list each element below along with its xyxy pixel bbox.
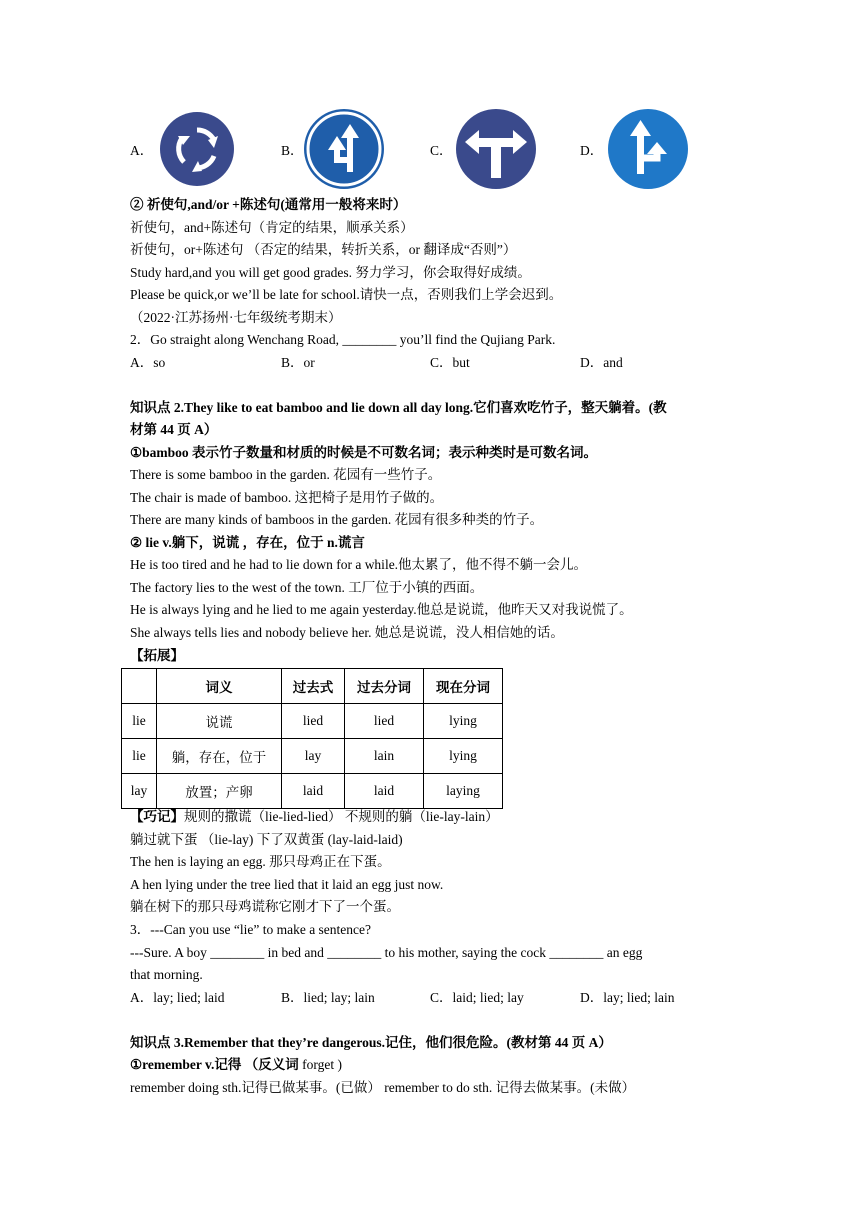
table-header-cell: [122, 669, 157, 704]
table-row: [122, 739, 503, 774]
text-line: Please be quick,or we’ll be late for school.请快一点，否则我们上学会迟到。: [130, 287, 563, 302]
mnemonic-label: 【巧记】: [130, 809, 184, 824]
table-cell: lied: [282, 704, 345, 739]
q2-option-c: C．but: [430, 355, 470, 370]
table-cell: lain: [345, 739, 424, 774]
lie-lay-table: [121, 668, 503, 809]
table-cell: 说谎: [157, 704, 282, 739]
left-or-right-turn-sign-icon: [455, 108, 537, 190]
text-line: He is too tired and he had to lie down for a while.他太累了，他不得不躺一会儿。: [130, 557, 588, 572]
lie-heading: ② lie v.躺下，说谎 ，存在，位于 n.谎言: [130, 535, 365, 550]
text-line: Study hard,and you will get good grades. 努力学习，你会取得好成绩。: [130, 265, 531, 280]
table-cell: lie: [122, 704, 157, 739]
table-cell: lay: [122, 774, 157, 809]
table-header-cell: 词义: [157, 669, 282, 704]
q2-option-d: D．and: [580, 355, 623, 370]
text-line: She always tells lies and nobody believe her. 她总是说谎，没人相信她的话。: [130, 625, 564, 640]
table-cell: lying: [424, 704, 503, 739]
table-cell: lay: [282, 739, 345, 774]
option-d-label: D．: [580, 143, 604, 158]
table-cell: lied: [345, 704, 424, 739]
q3-option-c: C．laid; lied; lay: [430, 990, 524, 1005]
table-row: [122, 774, 503, 809]
text-line: He is always lying and he lied to me again yesterday.他总是说谎，他昨天又对我说慌了。: [130, 602, 633, 617]
q3-option-b: B．lied; lay; lain: [281, 990, 375, 1005]
extension-label: 【拓展】: [130, 648, 184, 663]
table-header-cell: 现在分词: [424, 669, 503, 704]
table-header-cell: 过去式: [282, 669, 345, 704]
question-3: 3．---Can you use “lie” to make a sentence?: [130, 922, 372, 937]
option-b-label: B．: [281, 143, 304, 158]
text-line: The factory lies to the west of the town. 工厂位于小镇的西面。: [130, 580, 484, 595]
option-a-label: A．: [130, 143, 154, 158]
text-line: 祈使句，and+陈述句（肯定的结果，顺承关系）: [130, 220, 414, 235]
table-cell: lie: [122, 739, 157, 774]
roundabout-sign-icon: [156, 108, 238, 190]
text-line: 祈使句，or+陈述句 （否定的结果，转折关系，or 翻译成“否则”）: [130, 242, 517, 257]
table-row: [122, 704, 503, 739]
bamboo-heading: ①bamboo 表示竹子数量和材质的时候是不可数名词；表示种类时是可数名词。: [130, 445, 597, 460]
question-3-text: that morning.: [130, 967, 203, 982]
table-cell: laid: [282, 774, 345, 809]
straight-or-left-turn-sign-icon: [303, 108, 385, 190]
text-line: 躺在树下的那只母鸡谎称它刚才下了一个蛋。: [130, 899, 400, 914]
mnemonic-text: 规则的撒谎（lie-lied-lied） 不规则的躺（lie-lay-lain）: [184, 809, 499, 824]
text-line: remember doing sth.记得已做某事。(已做） remember to do sth. 记得去做某事。(未做）: [130, 1080, 636, 1095]
table-header-cell: 过去分词: [345, 669, 424, 704]
remember-heading: ①remember v.记得 （反义词: [130, 1057, 299, 1072]
option-c-label: C．: [430, 143, 453, 158]
remember-antonym: forget ): [302, 1057, 342, 1072]
mnemonic-line: [130, 808, 499, 826]
text-line: 躺过就下蛋 （lie-lay) 下了双黄蛋 (lay-laid-laid): [130, 832, 403, 847]
q3-option-a: A．lay; lied; laid: [130, 990, 225, 1005]
section3-title: 知识点 3.Remember that they’re dangerous.记住，他们很危险。(教材第 44 页 A）: [130, 1035, 612, 1050]
remember-heading-line: [130, 1056, 342, 1074]
straight-or-right-turn-sign-icon: [607, 108, 689, 190]
q2-option-b: B．or: [281, 355, 315, 370]
section2-title: 知识点 2.They like to eat bamboo and lie down all day long.它们喜欢吃竹子，整天躺着。(教: [130, 400, 667, 415]
question-3-text: ---Sure. A boy ________ in bed and ________ to his mother, saying the cock ________ an egg: [130, 945, 643, 960]
q3-option-d: D．lay; lied; lain: [580, 990, 675, 1005]
q2-option-a: A．so: [130, 355, 166, 370]
imperative-heading: ② 祈使句,and/or +陈述句(通常用一般将来时）: [130, 197, 407, 212]
table-cell: 放置；产卵: [157, 774, 282, 809]
text-line: The hen is laying an egg. 那只母鸡正在下蛋。: [130, 854, 391, 869]
text-line: A hen lying under the tree lied that it laid an egg just now.: [130, 877, 444, 892]
question-2: 2．Go straight along Wenchang Road, ________ you’ll find the Qujiang Park.: [130, 332, 556, 347]
table-cell: laid: [345, 774, 424, 809]
source-note: （2022·江苏扬州·七年级统考期末）: [130, 310, 342, 325]
table-cell: lying: [424, 739, 503, 774]
text-line: There is some bamboo in the garden. 花园有一些竹子。: [130, 467, 442, 482]
table-header-row: [122, 669, 503, 704]
text-line: The chair is made of bamboo. 这把椅子是用竹子做的。: [130, 490, 444, 505]
table-cell: laying: [424, 774, 503, 809]
section2-title-cont: 材第 44 页 A）: [130, 422, 218, 437]
text-line: There are many kinds of bamboos in the garden. 花园有很多种类的竹子。: [130, 512, 544, 527]
table-cell: 躺，存在，位于: [157, 739, 282, 774]
